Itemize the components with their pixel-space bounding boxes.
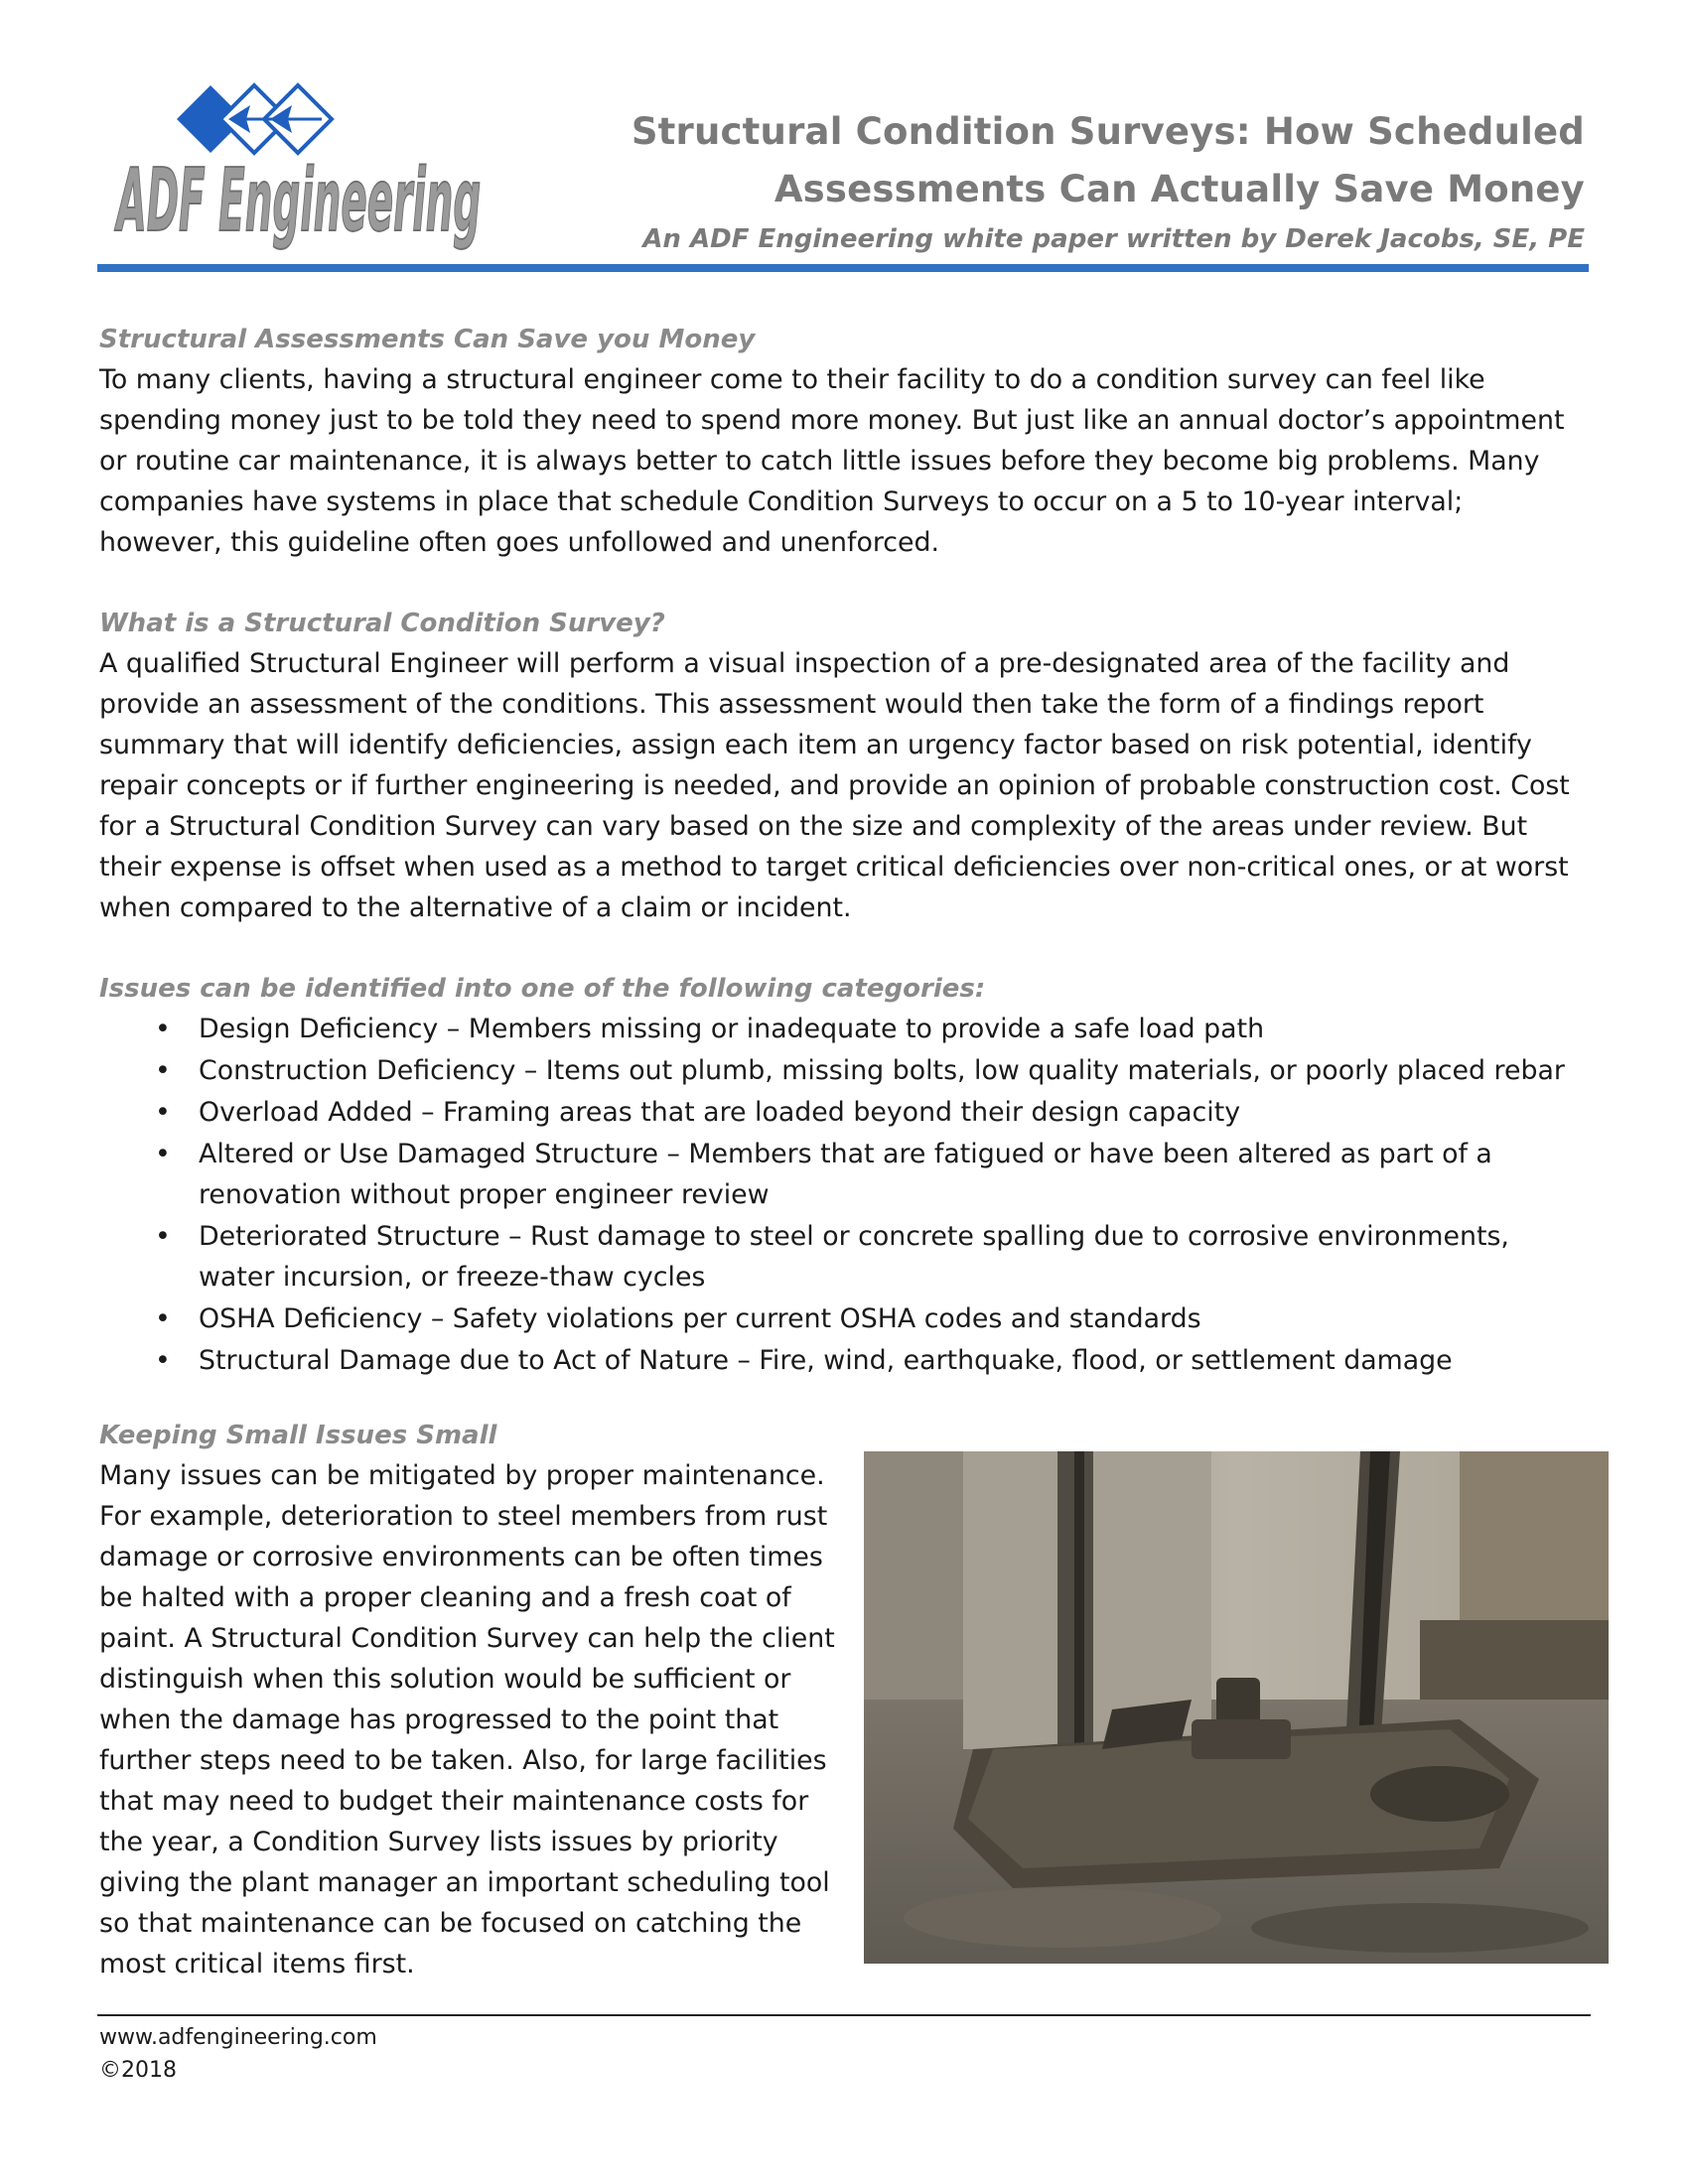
list-item: • Altered or Use Damaged Structure – Members that are fatigued or have been altered as part of a renovation without proper engineer review (99, 1134, 1589, 1215)
logo-diamond-mark (177, 85, 332, 153)
logo-wordmark: ADF Engineering (113, 150, 482, 252)
paragraph-save-money: To many clients, having a structural engineer come to their facility to do a condition survey can feel like spending money just to be told they need to spend more money. But just like an annual doctor’s appointment or routine car maintenance, it is always better to catch little issues before they become big problems. Many companies have systems in place that schedule Condition Surveys to occur on a 5 to 10-year interval; however, this guideline often goes unfollowed and unenforced. (99, 364, 1565, 558)
title-line-1: Structural Condition Surveys: How Scheduled (631, 110, 1585, 153)
bullet-glyph: • (155, 1139, 171, 1169)
bullet-glyph: • (155, 1014, 171, 1044)
footer-copyright: ©2018 (99, 2058, 177, 2083)
corroded-base-plate-photo (864, 1451, 1609, 1964)
page-footer (99, 2021, 377, 2087)
paragraph-keeping-small: Many issues can be mitigated by proper maintenance. For example, deterioration to steel members from rust damage or corrosive environments can be often times be halted with a proper cleaning and a fresh coat of paint. A Structural Condition Survey can help the client distinguish when this solution would be sufficient or when the damage has progressed to the point that further steps need to be taken. Also, for large facilities that may need to budget their maintenance costs for the year, a Condition Survey lists issues by priority giving the plant manager an important scheduling tool so that maintenance can be focused on catching the most critical items first. (99, 1460, 835, 1979)
list-item: • Overload Added – Framing areas that are loaded beyond their design capacity (99, 1092, 1589, 1133)
list-item: • OSHA Deficiency – Safety violations per current OSHA codes and standards (99, 1298, 1589, 1339)
footer-url: www.adfengineering.com (99, 2025, 377, 2050)
section-heading-save-money: Structural Assessments Can Save you Money (99, 325, 756, 354)
bullet-glyph: • (155, 1303, 171, 1334)
adf-logo (111, 81, 508, 258)
list-item: • Construction Deficiency – Items out plumb, missing bolts, low quality materials, or poorly placed rebar (99, 1050, 1589, 1091)
categories-list (99, 1009, 1589, 1381)
title-line-2: Assessments Can Actually Save Money (774, 168, 1585, 210)
byline: An ADF Engineering white paper written by Derek Jacobs, SE, PE (642, 224, 1585, 254)
list-item: • Deteriorated Structure – Rust damage to steel or concrete spalling due to corrosive environments, water incursion, or freeze-thaw cycles (99, 1216, 1589, 1297)
footer-rule (97, 2014, 1591, 2016)
keeping-small-section (99, 1416, 1589, 1984)
paragraph-what-is-survey: A qualified Structural Engineer will perform a visual inspection of a pre-designated area of the facility and provide an assessment of the conditions. This assessment would then take the form of a findings report summary that will identify deficiencies, assign each item an urgency factor based on risk potential, identify repair concepts or if further engineering is needed, and provide an opinion of probable construction cost. Cost for a Structural Condition Survey can vary based on the size and complexity of the areas under review. But their expense is offset when used as a method to target critical deficiencies over non-critical ones, or at worst when compared to the alternative of a claim or incident. (99, 648, 1570, 923)
bullet-glyph: • (155, 1345, 171, 1376)
list-item: • Design Deficiency – Members missing or inadequate to provide a safe load path (99, 1009, 1589, 1049)
list-item: • Structural Damage due to Act of Nature – Fire, wind, earthquake, flood, or settlement damage (99, 1340, 1589, 1381)
section-heading-keeping-small: Keeping Small Issues Small (99, 1421, 497, 1450)
section-heading-what-is-survey: What is a Structural Condition Survey? (99, 609, 665, 638)
document-body (99, 320, 1589, 1984)
header-rule (97, 264, 1589, 272)
bullet-glyph: • (155, 1221, 171, 1252)
bullet-glyph: • (155, 1055, 171, 1086)
document-header (592, 103, 1585, 254)
bullet-glyph: • (155, 1097, 171, 1128)
section-heading-categories: Issues can be identified into one of the following categories: (99, 974, 986, 1004)
